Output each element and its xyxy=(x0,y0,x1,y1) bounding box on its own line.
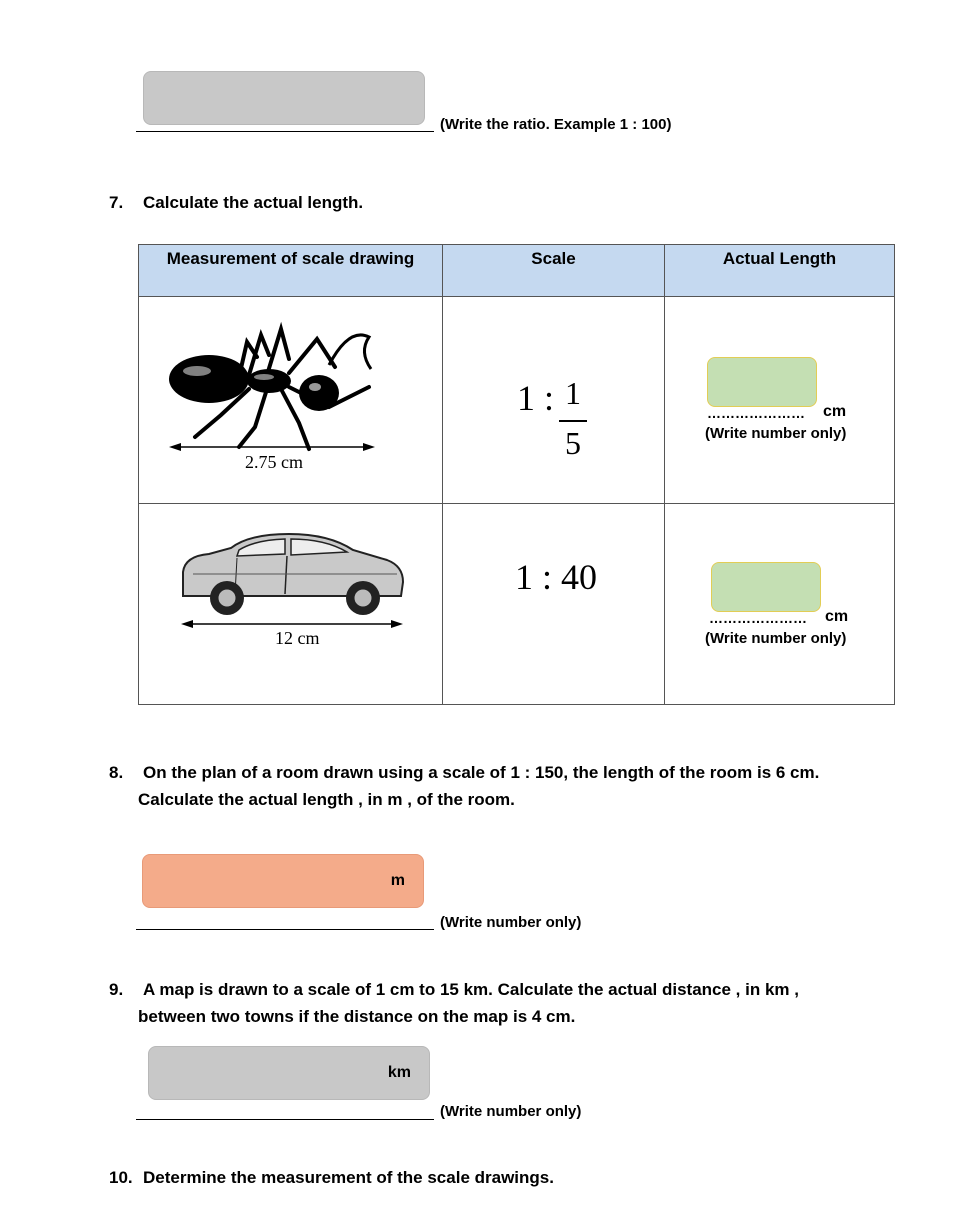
unit-km: km xyxy=(387,1064,411,1081)
question-8-number: 8. xyxy=(109,763,124,782)
write-number-hint: (Write number only) xyxy=(440,914,582,931)
ant-scale-ratio xyxy=(517,377,554,419)
ratio-answer-input[interactable] xyxy=(143,71,425,125)
answer-underline xyxy=(136,1119,434,1120)
ratio-hint: (Write the ratio. Example 1 : 100) xyxy=(440,116,672,133)
write-number-hint: (Write number only) xyxy=(440,1103,582,1120)
car-actual-length-input[interactable] xyxy=(711,562,821,612)
question-10-number: 10. xyxy=(109,1168,133,1187)
header-scale: Scale xyxy=(443,245,665,297)
car-answer-cell xyxy=(665,504,894,704)
ant-scale-cell xyxy=(443,297,664,503)
question-10-text: Determine the measurement of the scale drawings. xyxy=(143,1168,554,1187)
answer-underline xyxy=(136,929,434,930)
unit-m: m xyxy=(390,872,405,889)
scale-left: 1 : xyxy=(517,378,555,418)
question-8-line1: On the plan of a room drawn using a scale of 1 : 150, the length of the room is 6 cm. xyxy=(143,763,820,782)
question-8-line2: Calculate the actual length , in m , of the room. xyxy=(138,790,515,809)
ant-actual-length-input[interactable] xyxy=(707,357,817,407)
question-9-line1: A map is drawn to a scale of 1 cm to 15 km. Calculate the actual distance , in km , xyxy=(143,980,799,999)
answer-dots: ………………… xyxy=(707,405,805,421)
unit-cm: cm xyxy=(823,403,847,420)
scale-numerator: 1 xyxy=(565,375,581,411)
ant-measurement-label: 2.75 cm xyxy=(245,452,303,472)
scale-table xyxy=(138,244,895,705)
question-7-number: 7. xyxy=(109,193,124,212)
question-9-number: 9. xyxy=(109,980,124,999)
question-9-line2: between two towns if the distance on the map is 4 cm. xyxy=(138,1007,576,1026)
write-number-hint: (Write number only) xyxy=(705,425,847,442)
unit-cm: cm xyxy=(825,608,849,625)
scale-denominator: 5 xyxy=(565,425,581,461)
answer-underline xyxy=(136,131,434,132)
question-7-text: Calculate the actual length. xyxy=(143,193,364,212)
ant-drawing-cell xyxy=(139,297,442,503)
room-length-input[interactable] xyxy=(142,854,424,908)
header-measurement: Measurement of scale drawing xyxy=(139,245,443,297)
car-scale-ratio: 1 : 40 xyxy=(515,557,598,597)
ant-answer-cell xyxy=(665,297,894,503)
write-number-hint: (Write number only) xyxy=(705,630,847,647)
header-actual-length: Actual Length xyxy=(665,245,895,297)
car-drawing-cell xyxy=(139,504,442,704)
fraction-bar xyxy=(559,420,587,422)
answer-dots: ………………… xyxy=(709,610,807,626)
distance-input[interactable] xyxy=(148,1046,430,1100)
car-scale-cell xyxy=(443,504,664,704)
car-icon xyxy=(139,504,442,704)
car-measurement-label: 12 cm xyxy=(275,628,320,648)
